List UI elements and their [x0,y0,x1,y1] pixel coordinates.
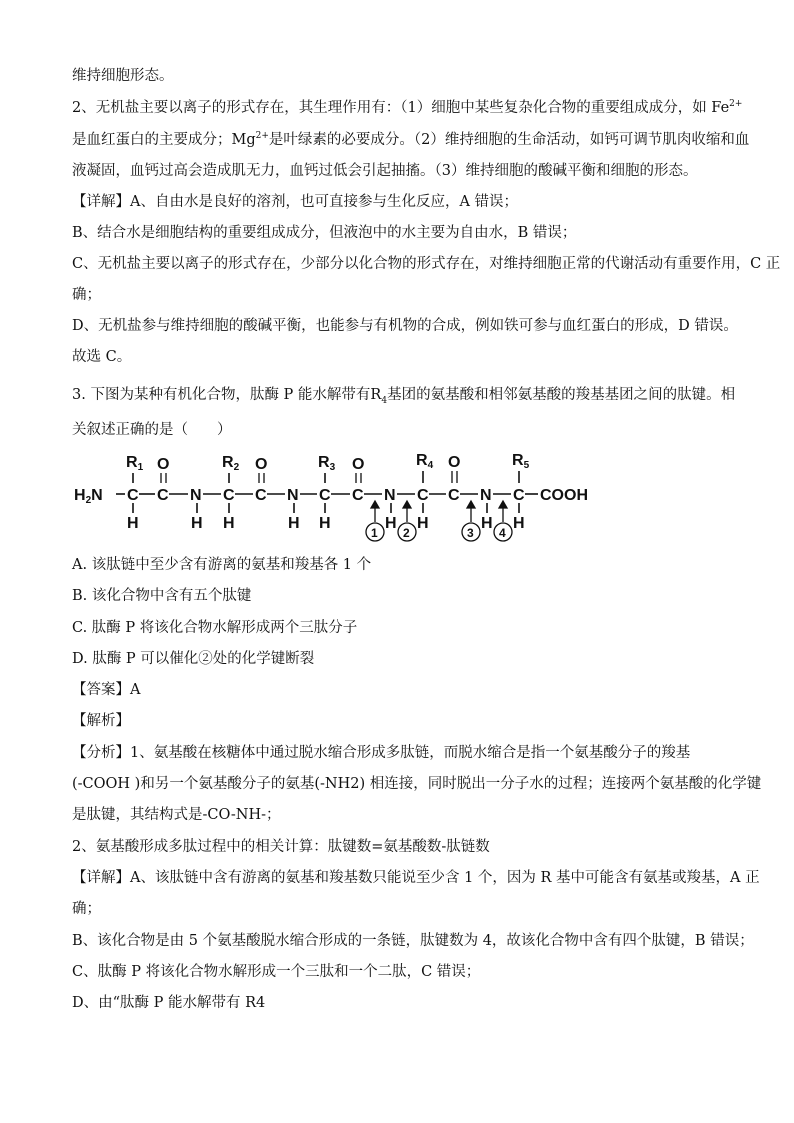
text-span: 是血红蛋白的主要成分；Mg [72,132,256,148]
question-stem: 关叙述正确的是（ ） [72,422,232,438]
text-span: 是叶绿素的必要成分。（2）维持细胞的生命活动，如钙可调节肌肉收缩和血 [268,132,750,148]
text-line: 【详解】A、该肽链中含有游离的氨基和羧基数只能说至少含 1 个，因为 R 基中可能含有氨基或羧基，A 正 [72,870,760,886]
text-line: 确； [72,287,101,303]
text-line: 维持细胞形态。 [72,68,174,84]
carbon-atom: C [223,487,235,504]
text-line: 是肽键，其结构式是-CO-NH-； [72,807,281,823]
carbon-atom: C [352,487,364,504]
answer-value: A [130,682,141,698]
r-symbol: R [370,387,382,403]
r-group-label: R3 [318,454,336,473]
amino-terminus: H2N [74,487,103,506]
marker-1 [366,523,384,541]
text-line: B、该化合物是由 5 个氨基酸脱水缩合形成的一条链，肽键数为 4，故该化合物中含有四个肽键，B 错误； [72,933,754,949]
hydrogen-atom: H [223,515,235,532]
marker-4 [494,523,512,541]
oxygen-label: O [157,456,170,473]
hydrogen-atom: H [319,515,331,532]
text-line: 液凝固，血钙过高会造成肌无力，血钙过低会引起抽搐。（3）维持细胞的酸碱平衡和细胞的形态。 [72,163,698,179]
marker-number: 3 [467,526,474,540]
carbon-atom: C [157,487,169,504]
carboxyl-terminus: COOH [540,487,588,504]
subscript: 4 [381,395,388,406]
nitrogen-atom: N [384,487,396,504]
superscript: 2+ [255,131,269,142]
text-line: 【分析】1、氨基酸在核糖体中通过脱水缩合形成多肽链，而脱水缩合是指一个氨基酸分子的羧基 [72,745,691,761]
text-span: 2、无机盐主要以离子的形式存在，其生理作用有：（1）细胞中某些复杂化合物的重要组成成分，如 Fe [72,100,730,116]
oxygen-label: O [448,454,461,471]
text-line: 【详解】A、自由水是良好的溶剂，也可直接参与生化反应，A 错误； [72,194,519,210]
marker-2 [398,523,416,541]
carbon-atom: C [417,487,429,504]
text-line: 2、氨基酸形成多肽过程中的相关计算：肽键数=氨基酸数-肽链数 [72,839,490,855]
text-line: (-COOH )和另一个氨基酸分子的氨基(-NH2) 相连接，同时脱出一分子水的过程；连接两个氨基酸的化学键 [72,776,762,792]
r-group-label: R5 [512,452,530,471]
answer-line [72,680,140,700]
question-stem [72,385,735,405]
text-line: 故选 C。 [72,349,132,365]
nitrogen-atom: N [287,487,299,504]
marker-3 [462,523,480,541]
carbon-atom: C [319,487,331,504]
hydrogen-atom: H [127,515,139,532]
text-line: C、无机盐主要以离子的形式存在，少部分以化合物的形式存在，对维持细胞正常的代谢活动有重要作用，C 正 [72,256,781,272]
text-line: D、无机盐参与维持细胞的酸碱平衡，也能参与有机物的合成，例如铁可参与血红蛋白的形成，D 错误。 [72,318,738,334]
option-a[interactable]: A. 该肽链中至少含有游离的氨基和羧基各 1 个 [72,557,372,573]
analysis-heading: 【解析】 [72,713,130,729]
oxygen-label: O [352,456,365,473]
option-d[interactable]: D. 肽酶 P 可以催化②处的化学键断裂 [72,651,315,667]
superscript: 2+ [729,99,743,110]
text-span: 基团的氨基酸和相邻氨基酸的羧基基团之间的肽键。相 [387,387,736,403]
text-line: B、结合水是细胞结构的重要组成成分，但液泡中的水主要为自由水，B 错误； [72,225,577,241]
hydrogen-atom: H [481,515,493,532]
hydrogen-atom: H [417,515,429,532]
peptide-structure-diagram [70,448,610,548]
r-group-label: R4 [416,452,434,471]
r-group-label: R2 [222,454,240,473]
marker-number: 1 [371,526,378,540]
oxygen-label: O [255,456,268,473]
carbon-atom: C [127,487,139,504]
nitrogen-atom: N [480,487,492,504]
text-line: C、肽酶 P 将该化合物水解形成一个三肽和一个二肽，C 错误； [72,964,481,980]
option-c[interactable]: C. 肽酶 P 将该化合物水解形成两个三肽分子 [72,620,358,636]
text-line [72,98,742,118]
hydrogen-atom: H [513,515,525,532]
hydrogen-atom: H [191,515,203,532]
text-line: 确； [72,901,101,917]
carbon-atom: C [255,487,267,504]
marker-number: 2 [403,526,410,540]
hydrogen-atom: H [385,515,397,532]
text-line: D、由“肽酶 P 能水解带有 R4 [72,995,266,1011]
nitrogen-atom: N [190,487,202,504]
option-b[interactable]: B. 该化合物中含有五个肽键 [72,588,252,604]
r-group-label: R1 [126,454,144,473]
carbon-atom: C [513,487,525,504]
carbon-atom: C [448,487,460,504]
text-line [72,130,749,150]
text-span: 3. 下图为某种有机化合物，肽酶 P 能水解带有 [72,387,371,403]
marker-number: 4 [499,526,506,540]
hydrogen-atom: H [288,515,300,532]
answer-label: 【答案】 [72,682,130,698]
